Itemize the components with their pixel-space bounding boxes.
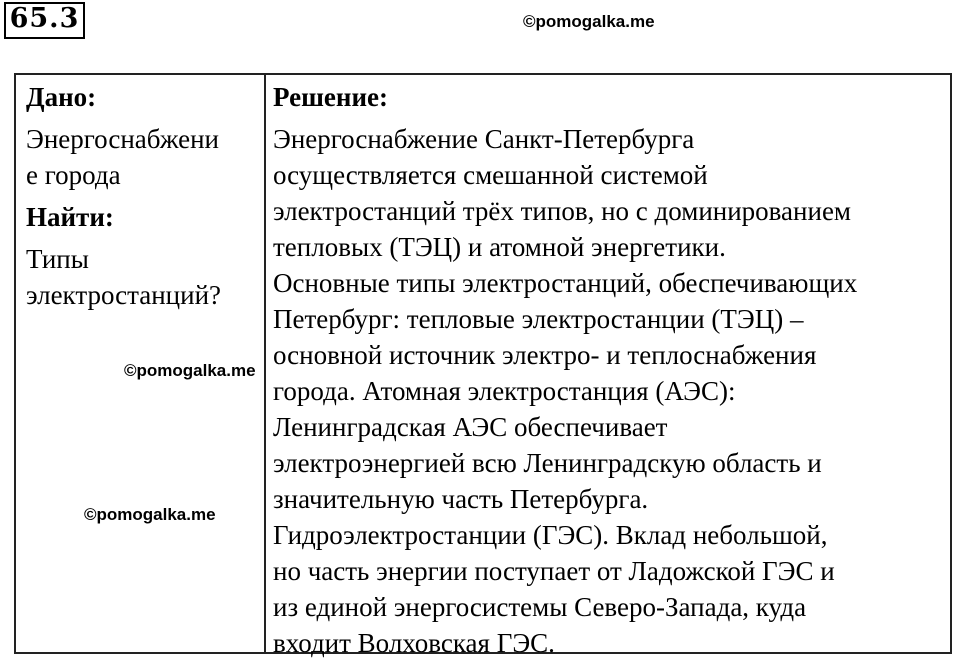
solution-line: входит Волховская ГЭС. (273, 628, 555, 658)
solution-line: значительную часть Петербурга. (273, 484, 649, 514)
solution-line: Основные типы электростанций, обеспечивающих (273, 268, 858, 298)
solution-line: тепловых (ТЭЦ) и атомной энергетики. (273, 232, 726, 262)
solution-line: города. Атомная электростанция (АЭС): (273, 376, 736, 406)
solution-column (273, 79, 953, 661)
given-heading: Дано: (26, 82, 97, 112)
solution-line: Ленинградская АЭС обеспечивает (273, 412, 668, 442)
watermark: ©pomogalka.me (124, 361, 256, 380)
given-find-column (26, 79, 258, 313)
problem-number-box (4, 2, 85, 39)
solution-heading: Решение: (273, 82, 388, 112)
solution-line: Энергоснабжение Санкт-Петербурга (273, 124, 695, 154)
watermark: ©pomogalka.me (523, 12, 655, 31)
watermark: ©pomogalka.me (84, 505, 216, 524)
solution-line: Гидроэлектростанции (ГЭС). Вклад небольшой, (273, 520, 828, 550)
find-line: электростанций? (26, 280, 221, 310)
given-line: Энергоснабжени (26, 124, 219, 154)
solution-line: из единой энергосистемы Северо-Запада, куда (273, 592, 807, 622)
find-heading: Найти: (26, 202, 114, 232)
given-line: е города (26, 160, 121, 190)
solution-line: основной источник электро- и теплоснабжения (273, 340, 817, 370)
find-line: Типы (26, 244, 89, 274)
solution-line: осуществляется смешанной системой (273, 160, 708, 190)
solution-line: электроэнергией всю Ленинградскую область и (273, 448, 822, 478)
problem-number: 65.3 (9, 3, 80, 34)
solution-line: электростанций трёх типов, но с доминированием (273, 196, 852, 226)
column-divider (264, 75, 266, 652)
solution-line: но часть энергии поступает от Ладожской ГЭС и (273, 556, 835, 586)
solution-line: Петербург: тепловые электростанции (ТЭЦ) – (273, 304, 804, 334)
